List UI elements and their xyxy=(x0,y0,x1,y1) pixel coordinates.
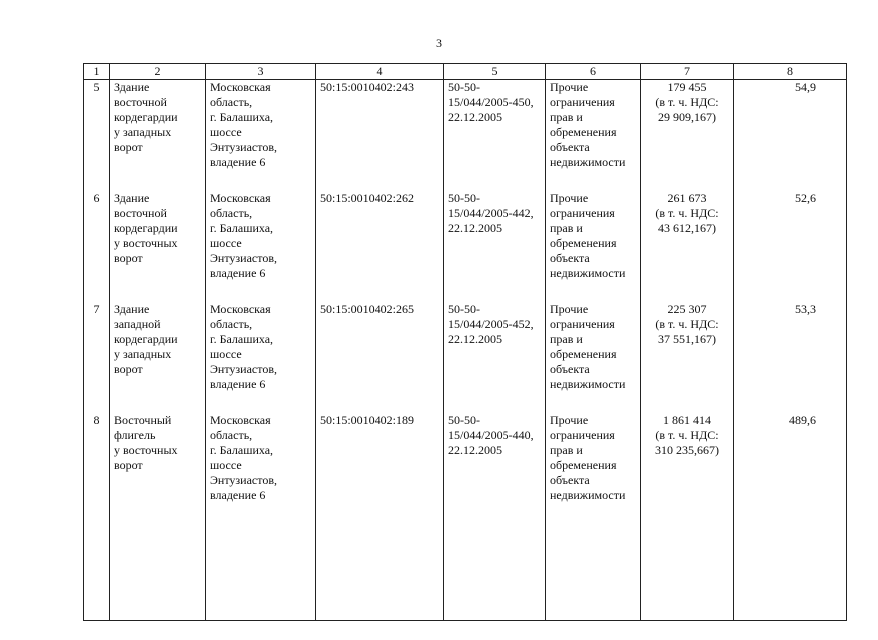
row-number: 5 xyxy=(84,80,110,191)
column-header: 7 xyxy=(641,64,734,80)
cadastral-number: 50:15:0010402:262 xyxy=(316,191,444,302)
cadastral-number: 50:15:0010402:243 xyxy=(316,80,444,191)
row-number: 6 xyxy=(84,191,110,302)
page-number-text: 3 xyxy=(436,36,442,50)
row-number: 7 xyxy=(84,302,110,413)
object-cost: 225 307 (в т. ч. НДС: 37 551,167) xyxy=(641,302,734,413)
registration-record: 50-50- 15/044/2005-442, 22.12.2005 xyxy=(444,191,546,302)
column-header: 3 xyxy=(206,64,316,80)
registration-record: 50-50- 15/044/2005-440, 22.12.2005 xyxy=(444,413,546,621)
restriction-type: Прочие ограничения прав и обременения объекта недвижимости xyxy=(546,80,641,191)
table-row xyxy=(84,80,847,191)
column-header: 5 xyxy=(444,64,546,80)
object-address: Московская область, г. Балашиха, шоссе Энтузиастов, владение 6 xyxy=(206,413,316,621)
property-register-table xyxy=(83,63,847,621)
cadastral-number: 50:15:0010402:189 xyxy=(316,413,444,621)
object-area: 489,6 xyxy=(734,413,847,621)
restriction-type: Прочие ограничения прав и обременения объекта недвижимости xyxy=(546,302,641,413)
object-name: Здание восточной кордегардии у восточных ворот xyxy=(110,191,206,302)
object-cost: 179 455 (в т. ч. НДС: 29 909,167) xyxy=(641,80,734,191)
table-row xyxy=(84,191,847,302)
restriction-type: Прочие ограничения прав и обременения объекта недвижимости xyxy=(546,413,641,621)
object-cost: 1 861 414 (в т. ч. НДС: 310 235,667) xyxy=(641,413,734,621)
table-row xyxy=(84,413,847,621)
object-address: Московская область, г. Балашиха, шоссе Энтузиастов, владение 6 xyxy=(206,191,316,302)
object-area: 53,3 xyxy=(734,302,847,413)
column-header: 8 xyxy=(734,64,847,80)
table-header-row xyxy=(84,64,847,80)
object-name: Здание западной кордегардии у западных ворот xyxy=(110,302,206,413)
column-header: 2 xyxy=(110,64,206,80)
row-number: 8 xyxy=(84,413,110,621)
column-header: 1 xyxy=(84,64,110,80)
table-row xyxy=(84,302,847,413)
object-name: Здание восточной кордегардии у западных ворот xyxy=(110,80,206,191)
column-header: 4 xyxy=(316,64,444,80)
registration-record: 50-50- 15/044/2005-450, 22.12.2005 xyxy=(444,80,546,191)
object-cost: 261 673 (в т. ч. НДС: 43 612,167) xyxy=(641,191,734,302)
column-header: 6 xyxy=(546,64,641,80)
object-name: Восточный флигель у восточных ворот xyxy=(110,413,206,621)
page-number xyxy=(0,36,878,51)
object-address: Московская область, г. Балашиха, шоссе Энтузиастов, владение 6 xyxy=(206,302,316,413)
object-area: 54,9 xyxy=(734,80,847,191)
object-address: Московская область, г. Балашиха, шоссе Энтузиастов, владение 6 xyxy=(206,80,316,191)
registration-record: 50-50- 15/044/2005-452, 22.12.2005 xyxy=(444,302,546,413)
restriction-type: Прочие ограничения прав и обременения объекта недвижимости xyxy=(546,191,641,302)
cadastral-number: 50:15:0010402:265 xyxy=(316,302,444,413)
object-area: 52,6 xyxy=(734,191,847,302)
